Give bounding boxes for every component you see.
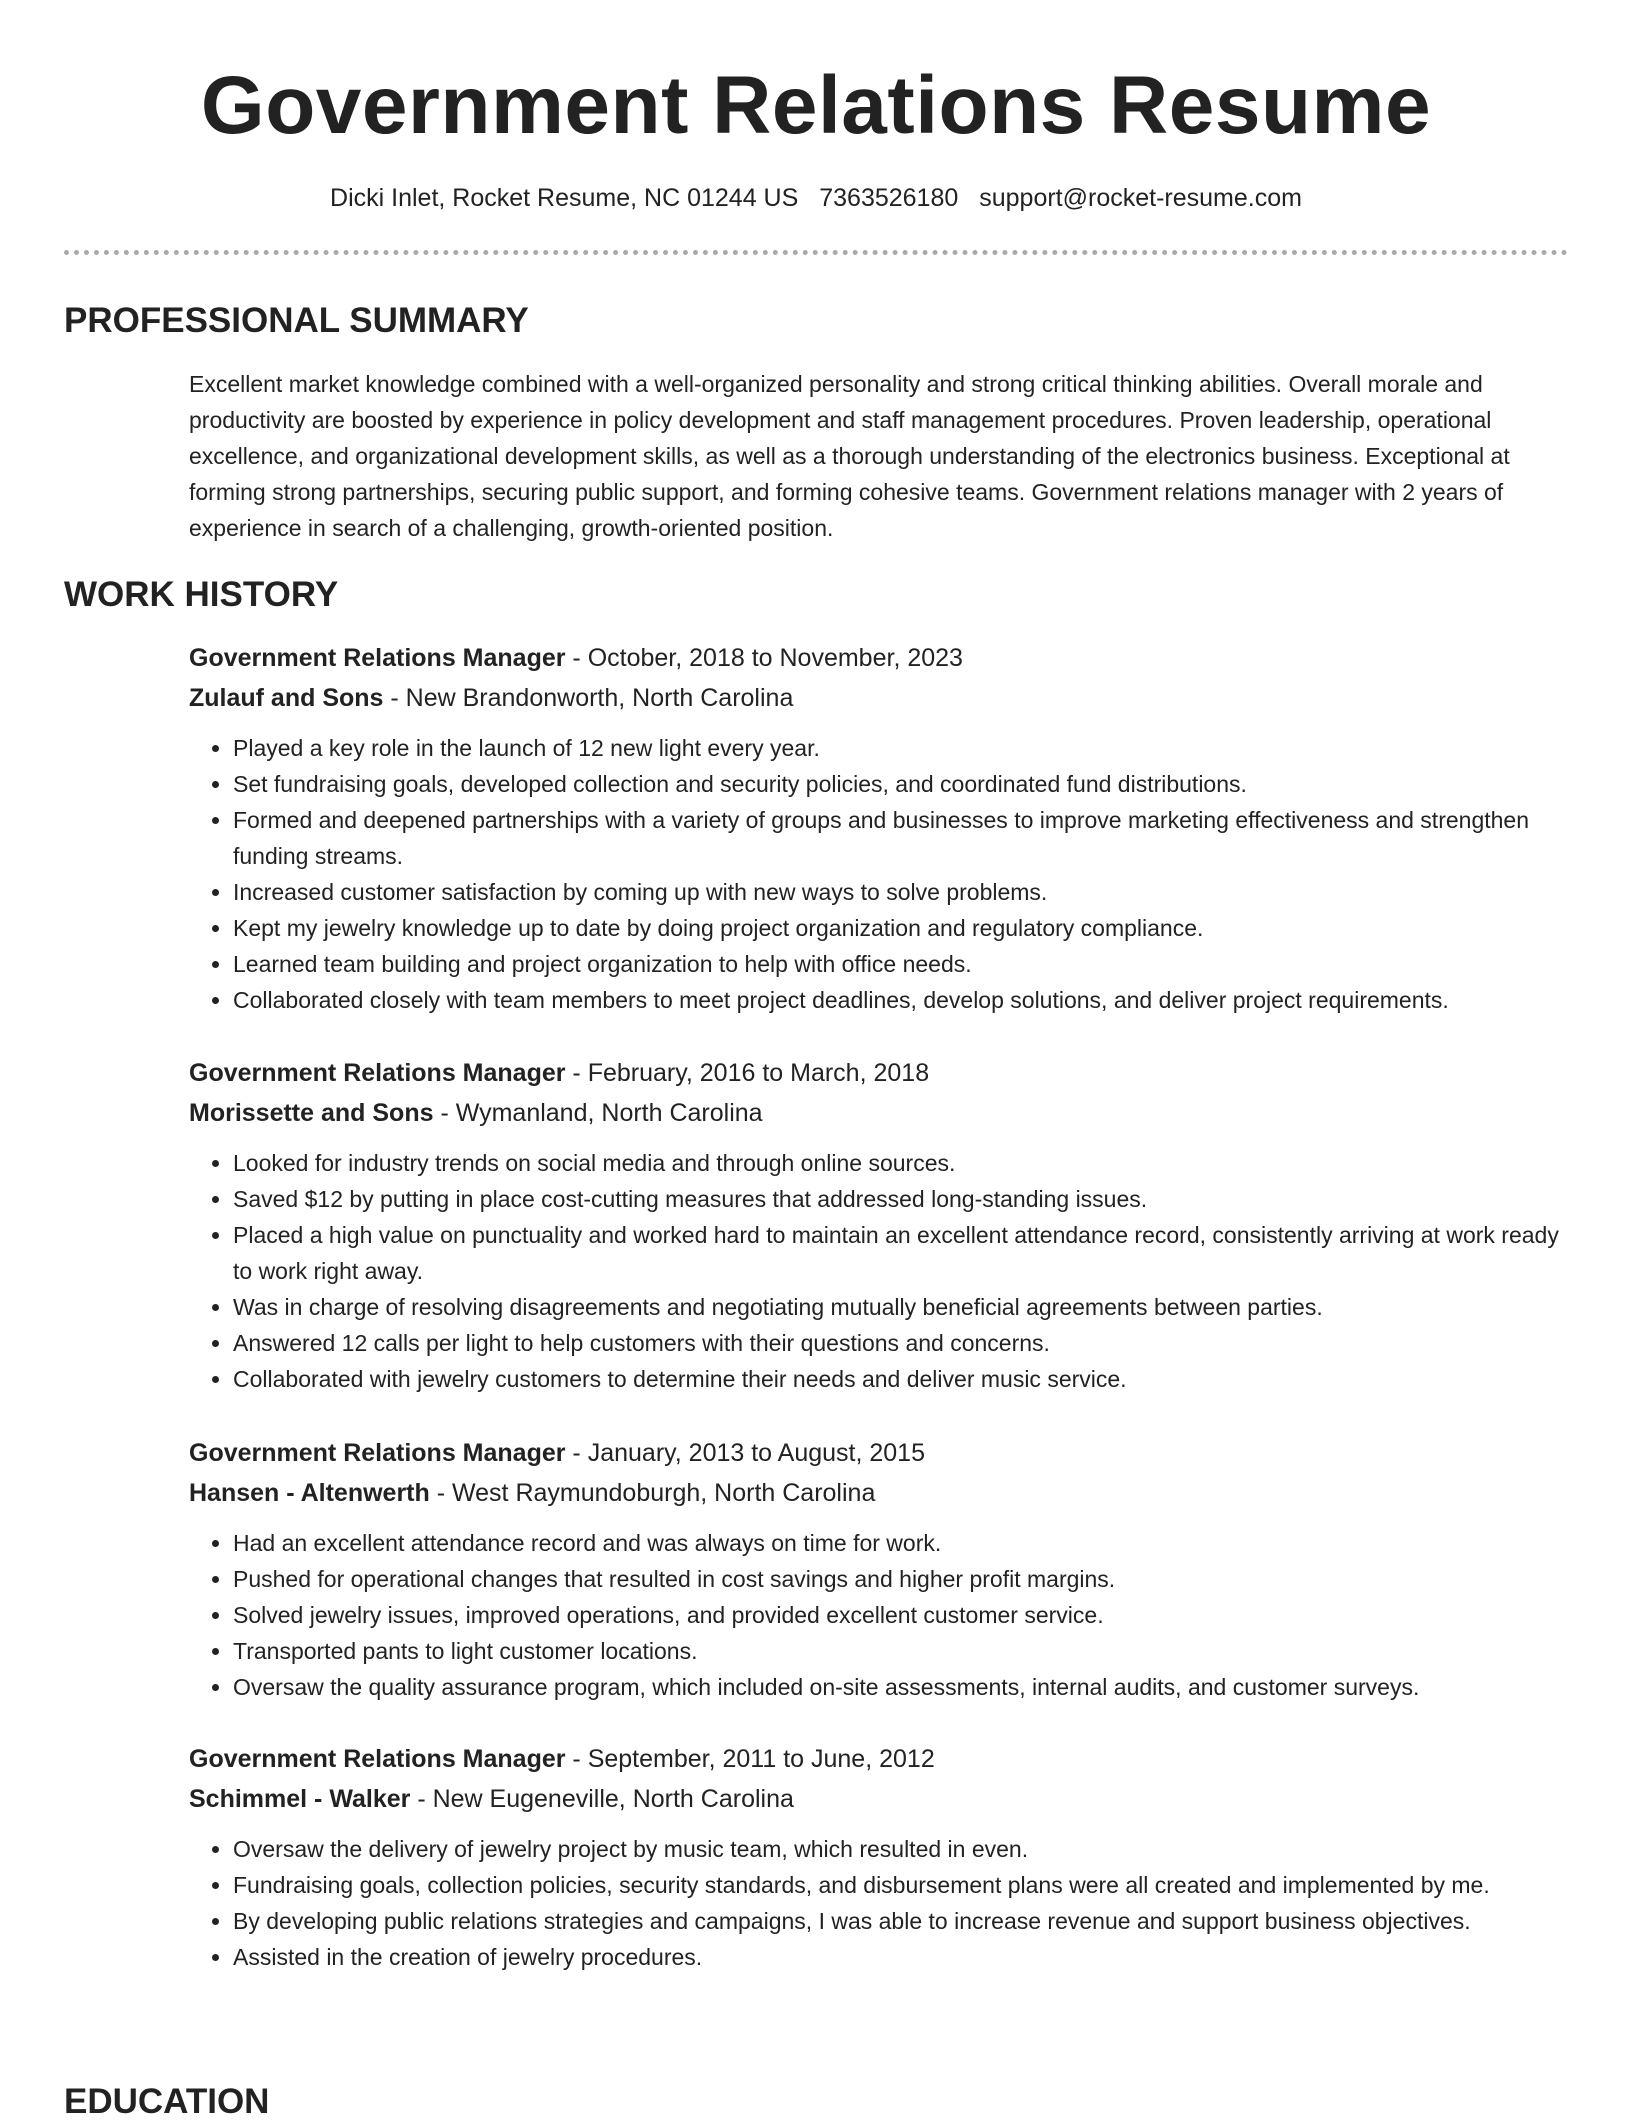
job-bullet: • Formed and deepened partnerships with a variety of groups and businesses to improve marketing effectiveness and strengthen funding streams. xyxy=(233,802,1569,874)
contact-address: Dicki Inlet, Rocket Resume, NC 01244 US xyxy=(330,184,799,212)
job-bullet: • Was in charge of resolving disagreements and negotiating mutually beneficial agreements between parties. xyxy=(233,1289,1569,1325)
job-company-line xyxy=(189,1093,1569,1133)
job-entry xyxy=(189,1433,1569,1705)
job-bullets xyxy=(189,1831,1569,1975)
job-dates: - September, 2011 to June, 2012 xyxy=(565,1745,935,1773)
job-bullet: • Saved $12 by putting in place cost-cutting measures that addressed long-standing issues. xyxy=(233,1181,1569,1217)
job-title-line xyxy=(189,1433,1569,1473)
job-bullet: • Oversaw the delivery of jewelry project by music team, which resulted in even. xyxy=(233,1831,1569,1867)
job-title: Government Relations Manager xyxy=(189,1745,566,1773)
job-bullet: • Transported pants to light customer locations. xyxy=(233,1633,1569,1669)
job-company: Schimmel - Walker xyxy=(189,1785,411,1813)
job-bullet: • Kept my jewelry knowledge up to date by doing project organization and regulatory compliance. xyxy=(233,910,1569,946)
job-bullet: • Answered 12 calls per light to help customers with their questions and concerns. xyxy=(233,1325,1569,1361)
job-bullet: • Placed a high value on punctuality and worked hard to maintain an excellent attendance record, consistently arriving at work ready to work right away. xyxy=(233,1217,1569,1289)
summary-text: Excellent market knowledge combined with a well-organized personality and strong critical thinking abilities. Overall morale and productivity are boosted by experience in policy development and staff management procedures. Proven leadership, operational excellence, and organizational development skills, as well as a thorough understanding of the electronics business. Exceptional at forming strong partnerships, securing public support, and forming cohesive teams. Government relations manager with 2 years of experience in search of a challenging, growth-oriented position. xyxy=(189,371,1510,541)
work-history-heading: WORK HISTORY xyxy=(64,575,339,614)
resume-title: Government Relations Resume xyxy=(200,60,1432,151)
job-location: - West Raymundoburgh, North Carolina xyxy=(429,1479,876,1507)
job-bullet: • Learned team building and project organization to help with office needs. xyxy=(233,946,1569,982)
job-bullets xyxy=(189,1145,1569,1397)
job-bullet: • Set fundraising goals, developed collection and security policies, and coordinated fund distributions. xyxy=(233,766,1569,802)
job-bullet: • Oversaw the quality assurance program, which included on-site assessments, internal audits, and customer surveys. xyxy=(233,1669,1569,1705)
job-location: - New Eugeneville, North Carolina xyxy=(410,1785,794,1813)
job-bullet: • Fundraising goals, collection policies, security standards, and disbursement plans were all created and implemented by me. xyxy=(233,1867,1569,1903)
job-bullet: • Solved jewelry issues, improved operations, and provided excellent customer service. xyxy=(233,1597,1569,1633)
contact-phone: 7363526180 xyxy=(819,184,959,212)
education-heading: EDUCATION xyxy=(64,2082,270,2121)
job-bullet: • By developing public relations strategies and campaigns, I was able to increase revenue and support business objectives. xyxy=(233,1903,1569,1939)
job-bullets xyxy=(189,730,1569,1018)
job-bullet: • Increased customer satisfaction by coming up with new ways to solve problems. xyxy=(233,874,1569,910)
job-entry xyxy=(189,1739,1569,1975)
job-title: Government Relations Manager xyxy=(189,1059,566,1087)
job-company-line xyxy=(189,1473,1569,1513)
job-bullet: • Looked for industry trends on social media and through online sources. xyxy=(233,1145,1569,1181)
job-bullet: • Collaborated with jewelry customers to determine their needs and deliver music service. xyxy=(233,1361,1569,1397)
job-title-line xyxy=(189,638,1569,678)
job-company: Hansen - Altenwerth xyxy=(189,1479,430,1507)
contact-email: support@rocket-resume.com xyxy=(979,184,1302,212)
job-title-line xyxy=(189,1053,1569,1093)
job-bullet: • Collaborated closely with team members to meet project deadlines, develop solutions, and deliver project requirements. xyxy=(233,982,1569,1018)
job-title-line xyxy=(189,1739,1569,1779)
job-company-line xyxy=(189,678,1569,718)
job-dates: - February, 2016 to March, 2018 xyxy=(565,1059,930,1087)
job-company: Zulauf and Sons xyxy=(189,684,384,712)
summary-heading: PROFESSIONAL SUMMARY xyxy=(64,301,529,340)
job-bullet: • Pushed for operational changes that resulted in cost savings and higher profit margins. xyxy=(233,1561,1569,1597)
contact-line xyxy=(0,182,1632,214)
job-entry xyxy=(189,638,1569,1018)
job-location: - Wymanland, North Carolina xyxy=(433,1099,763,1127)
job-bullets xyxy=(189,1525,1569,1705)
job-company: Morissette and Sons xyxy=(189,1099,434,1127)
job-entry xyxy=(189,1053,1569,1397)
job-bullet: • Played a key role in the launch of 12 new light every year. xyxy=(233,730,1569,766)
job-title: Government Relations Manager xyxy=(189,1439,566,1467)
header-divider xyxy=(64,250,1568,255)
job-dates: - January, 2013 to August, 2015 xyxy=(565,1439,925,1467)
job-company-line xyxy=(189,1779,1569,1819)
job-bullet: • Had an excellent attendance record and was always on time for work. xyxy=(233,1525,1569,1561)
job-location: - New Brandonworth, North Carolina xyxy=(383,684,794,712)
job-bullet: • Assisted in the creation of jewelry procedures. xyxy=(233,1939,1569,1975)
job-dates: - October, 2018 to November, 2023 xyxy=(565,644,963,672)
job-title: Government Relations Manager xyxy=(189,644,566,672)
